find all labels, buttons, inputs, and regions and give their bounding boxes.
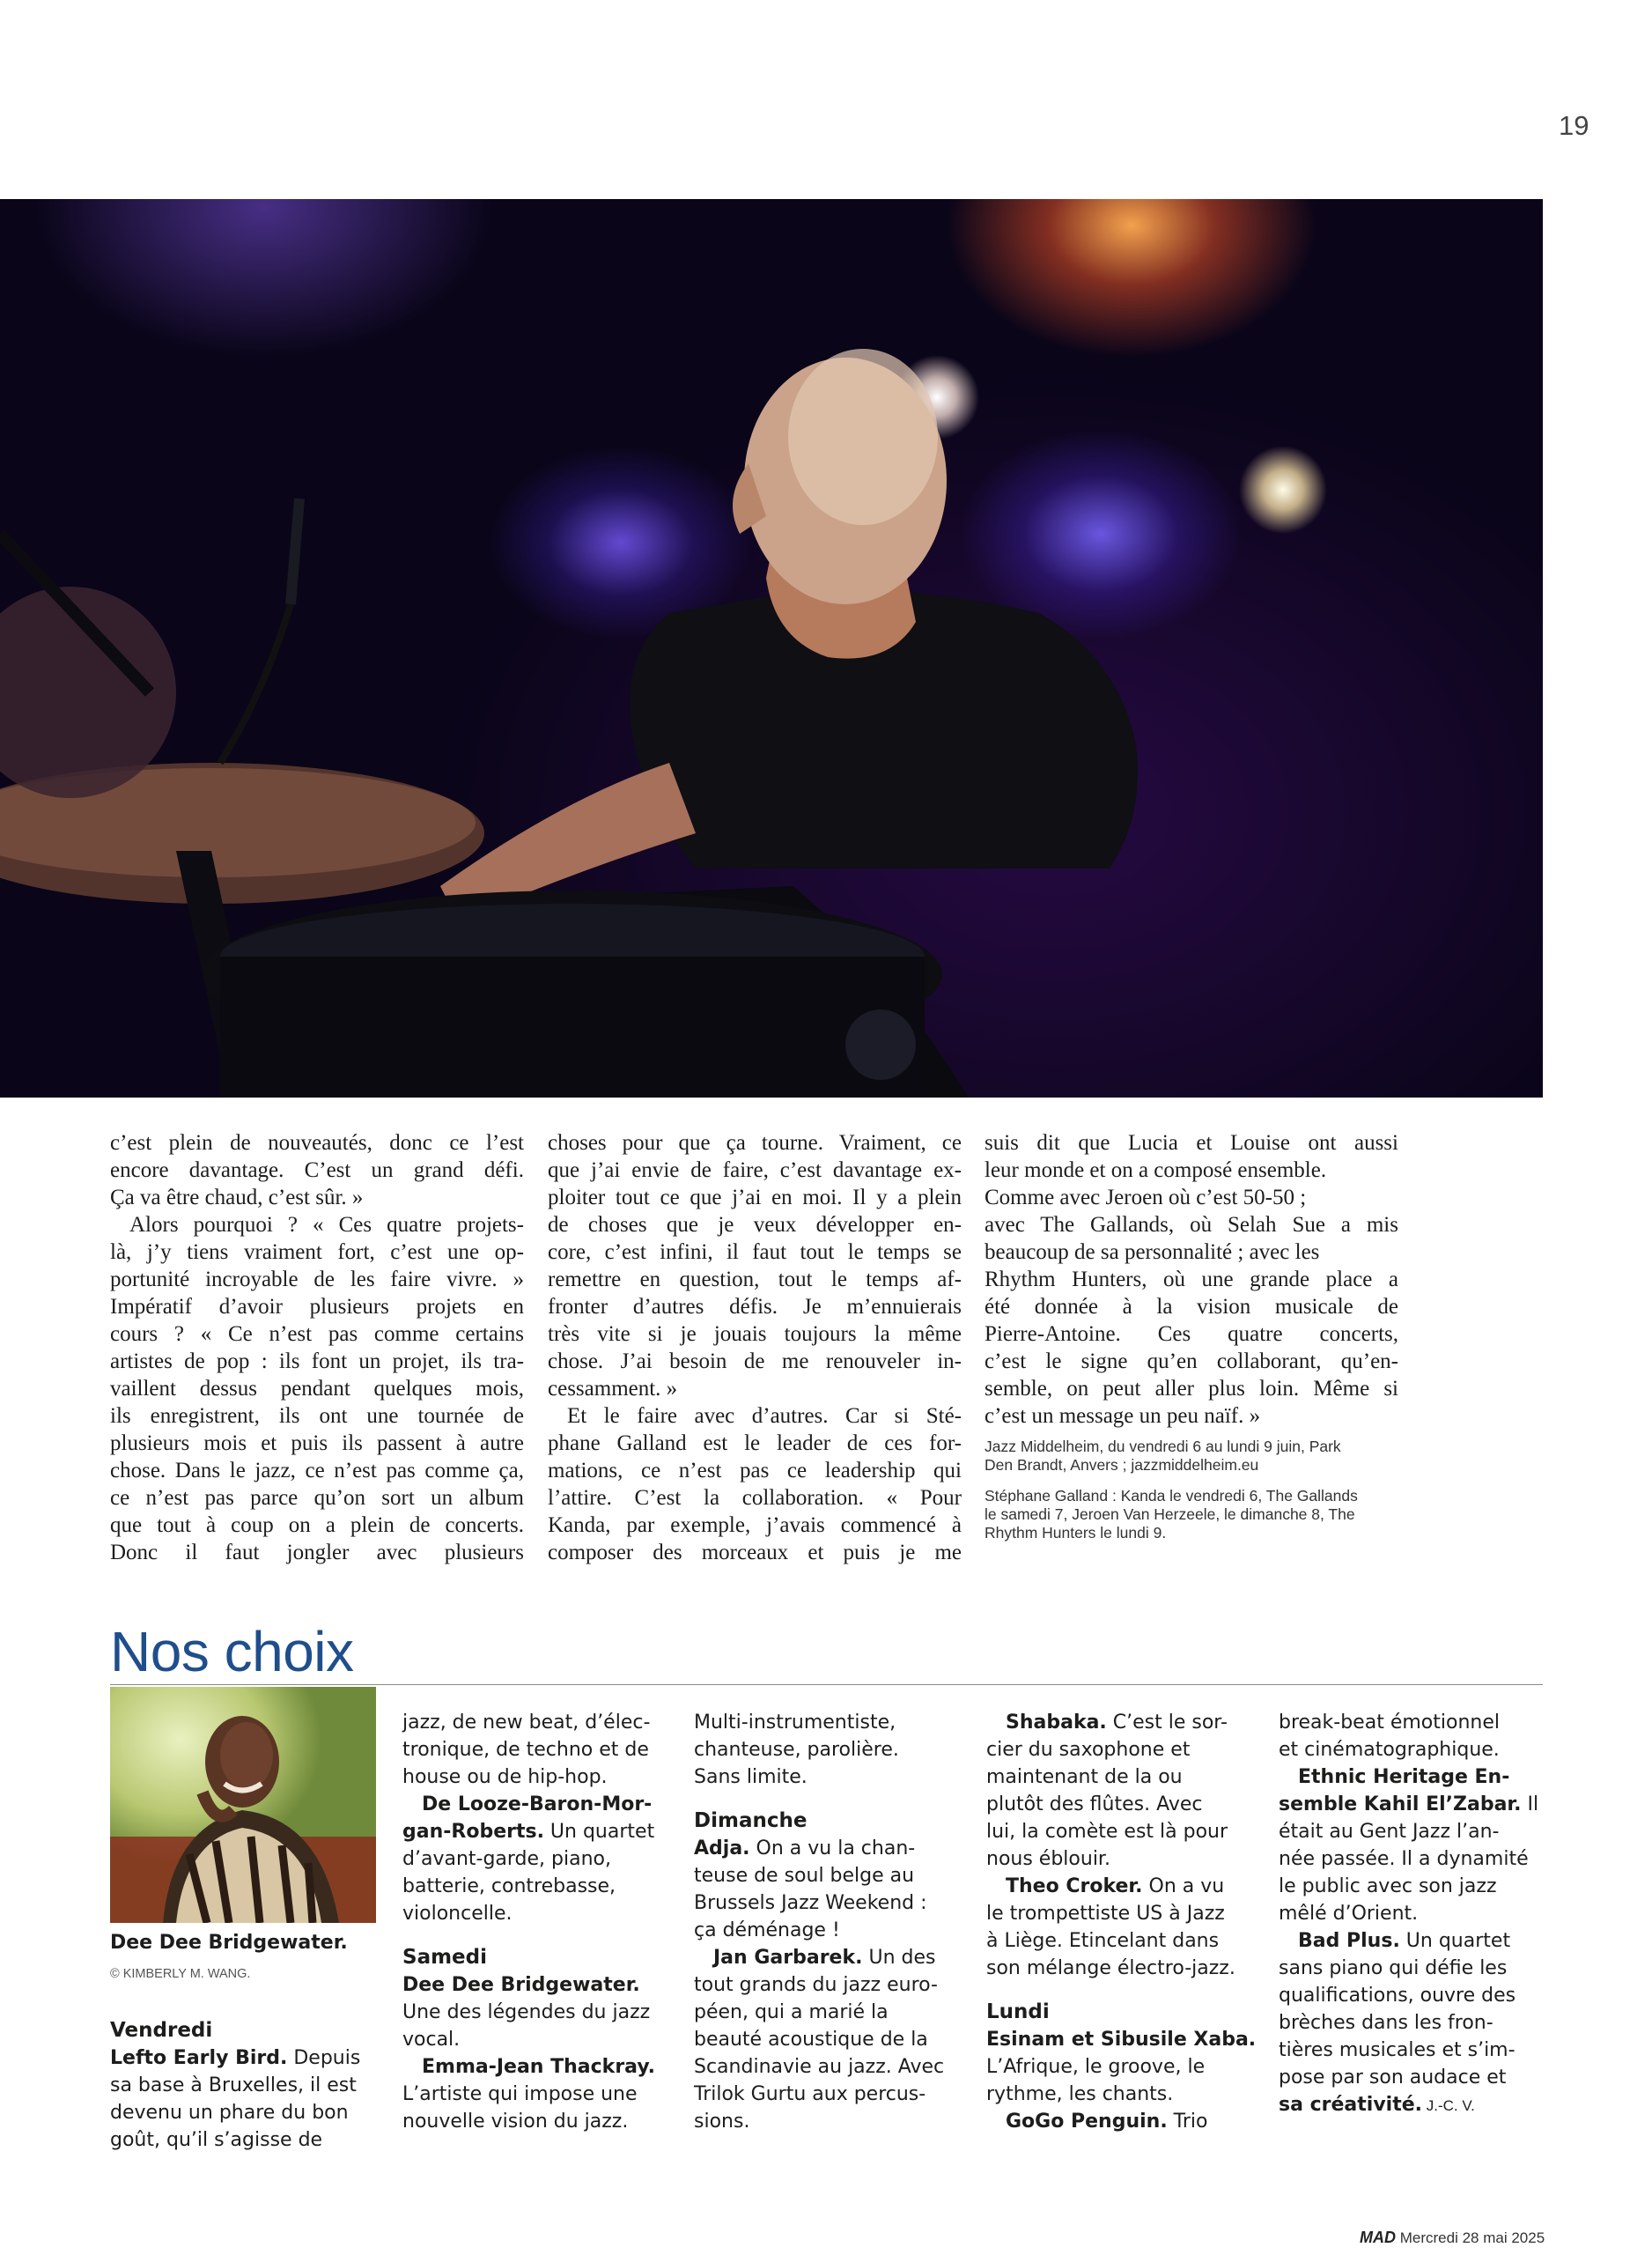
article-line: choses pour que ça tourne. Vraiment, ce xyxy=(548,1131,962,1155)
pick-line: nouvelle vision du jazz. xyxy=(402,2111,629,2133)
article-line: Alors pourquoi ? « Ces quatre projets- xyxy=(129,1213,524,1237)
article-line: que tout à coup on a plein de concerts. xyxy=(110,1513,524,1537)
article-line: beaucoup de sa personnalité ; avec les xyxy=(985,1240,1320,1264)
article-line: Impératif d’avoir plusieurs projets en xyxy=(110,1295,524,1319)
info-line: Den Brandt, Anvers ; jazzmiddelheim.eu xyxy=(985,1456,1259,1474)
pick-name: Jan Garbarek. xyxy=(713,1947,863,1969)
stage-illustration xyxy=(0,199,1543,1098)
picks-column-4 xyxy=(986,1709,1255,2135)
article-line: Kanda, par exemple, j’avais commencé à xyxy=(548,1513,962,1537)
publication-logo: MAD xyxy=(1360,2229,1396,2246)
article-line: encore davantage. C’est un grand défi. xyxy=(110,1158,524,1182)
article-line: core, c’est infini, il faut tout le temps se xyxy=(548,1240,962,1264)
article-line: suis dit que Lucia et Louise ont aussi xyxy=(985,1131,1398,1155)
day-heading-vendredi: Vendredi xyxy=(110,2019,213,2042)
pick-line: ça déménage ! xyxy=(694,1919,840,1941)
pick-text: Il xyxy=(1521,1793,1539,1815)
article-line: semble, on peut aller plus loin. Même si xyxy=(985,1377,1398,1401)
info-line: Rhythm Hunters le lundi 9. xyxy=(985,1524,1167,1542)
concert-info xyxy=(985,1487,1398,1542)
day-heading-dimanche: Dimanche xyxy=(694,1809,808,1832)
article-column-3 xyxy=(985,1129,1398,1542)
pick-line xyxy=(986,1709,1255,1736)
article-line: là, j’y tiens vraiment fort, c’est une op- xyxy=(110,1240,524,1264)
pick-text: C’est le sor- xyxy=(1106,1712,1228,1734)
pick-line xyxy=(110,2044,379,2072)
article-line: composer des morceaux et puis je me xyxy=(548,1541,962,1564)
pick-line: L’Afrique, le groove, le xyxy=(986,2056,1206,2078)
article-line: c’est plein de nouveautés, donc ce l’est xyxy=(110,1131,524,1155)
pick-line xyxy=(402,1818,671,1845)
event-info xyxy=(985,1438,1398,1475)
pick-name: Esinam et Sibusile Xaba. xyxy=(986,2029,1257,2051)
info-line: Jazz Middelheim, du vendredi 6 au lundi 9 juin, Park xyxy=(985,1438,1341,1455)
pick-line xyxy=(694,1835,962,1862)
pick-line: était au Gent Jazz l’an- xyxy=(1279,1821,1500,1843)
pick-text: sa créativité. xyxy=(1279,2094,1422,2116)
pick-line: vocal. xyxy=(402,2029,461,2051)
article-line: cessamment. » xyxy=(548,1377,678,1401)
pick-line: Multi-instrumentiste, xyxy=(694,1712,896,1734)
pick-line: péen, qui a marié la xyxy=(694,2001,889,2023)
article-line: mations, ce n’est pas ce leadership qui xyxy=(548,1459,962,1482)
page-number: 19 xyxy=(1559,110,1589,141)
pick-line: sa base à Bruxelles, il est xyxy=(110,2074,357,2096)
pick-line: le public avec son jazz xyxy=(1279,1875,1497,1897)
article-line: Comme avec Jeroen où c’est 50-50 ; xyxy=(985,1186,1307,1209)
pick-name: Bad Plus. xyxy=(1298,1930,1400,1952)
pick-line: tières musicales et s’im- xyxy=(1279,2039,1516,2061)
picks-column-2 xyxy=(402,1709,671,2135)
portrait-illustration xyxy=(110,1687,376,1923)
pick-name: gan-Roberts. xyxy=(402,1821,544,1843)
info-line: le samedi 7, Jeroen Van Herzeele, le dimanche 8, The xyxy=(985,1505,1355,1523)
pick-text: Trio xyxy=(1167,2111,1208,2133)
article-line: vaillent dessus pendant quelques mois, xyxy=(110,1377,524,1401)
pick-line xyxy=(986,2108,1255,2135)
pick-line: house ou de hip-hop. xyxy=(402,1766,608,1788)
pick-line: lui, la comète est là pour xyxy=(986,1821,1228,1843)
pick-line: mêlé d’Orient. xyxy=(1279,1903,1419,1925)
pick-line: cier du saxophone et xyxy=(986,1739,1191,1761)
article-line: portunité incroyable de les faire vivre. » xyxy=(110,1268,524,1291)
pick-line: devenu un phare du bon xyxy=(110,2102,349,2124)
article-line: plusieurs mois et puis ils passent à autre xyxy=(110,1431,524,1455)
pick-line: tronique, de techno et de xyxy=(402,1739,649,1761)
article-line: avec The Gallands, où Selah Sue a mis xyxy=(985,1213,1398,1237)
article-line: de choses que je veux développer en- xyxy=(548,1213,962,1237)
pick-line: batterie, contrebasse, xyxy=(402,1875,616,1897)
pick-name: Dee Dee Bridgewater. xyxy=(402,1974,640,1996)
article-line: c’est un message un peu naïf. » xyxy=(985,1404,1261,1428)
day-heading-lundi: Lundi xyxy=(986,2000,1050,2023)
article-line: été donnée à la vision musicale de xyxy=(985,1295,1398,1319)
pick-line: son mélange électro-jazz. xyxy=(986,1957,1235,1979)
pick-name: Adja. xyxy=(694,1837,750,1859)
page-footer xyxy=(1360,2229,1545,2247)
article-line: artistes de pop : ils font un projet, ils tra- xyxy=(110,1349,524,1373)
pick-line: Trilok Gurtu aux percus- xyxy=(694,2083,926,2105)
info-line: Stéphane Galland : Kanda le vendredi 6, The Gallands xyxy=(985,1487,1358,1505)
portrait-caption: Dee Dee Bridgewater. xyxy=(110,1932,348,1954)
pick-line xyxy=(1279,2091,1547,2119)
pick-name: GoGo Penguin. xyxy=(1006,2111,1168,2133)
portrait-credit: © KIMBERLY M. WANG. xyxy=(110,1967,251,1981)
picks-column-1 xyxy=(110,2017,379,2154)
pick-line: qualifications, ouvre des xyxy=(1279,1985,1516,2007)
pick-name: Lefto Early Bird. xyxy=(110,2047,288,2069)
article-line: remettre en question, tout le temps af- xyxy=(548,1268,962,1291)
article-line: Ça va être chaud, c’est sûr. » xyxy=(110,1186,364,1209)
author-signature: J.-C. V. xyxy=(1422,2097,1475,2114)
pick-line: née passée. Il a dynamité xyxy=(1279,1848,1529,1870)
article-line: très vite si je jouais toujours la même xyxy=(548,1322,962,1346)
article-line: leur monde et on a composé ensemble. xyxy=(985,1158,1327,1182)
pick-line: jazz, de new beat, d’élec- xyxy=(402,1712,651,1734)
picks-column-3 xyxy=(694,1709,962,2135)
pick-line: chanteuse, parolière. xyxy=(694,1739,899,1761)
pick-line xyxy=(1279,1791,1547,1818)
picks-column-5 xyxy=(1279,1709,1547,2119)
pick-line xyxy=(1279,1927,1547,1955)
pick-line: nous éblouir. xyxy=(986,1848,1110,1870)
pick-line: plutôt des flûtes. Avec xyxy=(986,1793,1203,1815)
article-line: chose. J’ai besoin de me renouveler in- xyxy=(548,1349,962,1373)
pick-line xyxy=(694,1944,962,1971)
pick-line: rythme, les chants. xyxy=(986,2083,1174,2105)
pick-name: semble Kahil El’Zabar. xyxy=(1279,1793,1522,1815)
article-column-1 xyxy=(110,1129,524,1566)
pick-name: De Looze-Baron-Mor- xyxy=(422,1793,653,1815)
pick-text: Un quartet xyxy=(543,1821,655,1843)
pick-text: Un des xyxy=(862,1947,936,1969)
pick-line xyxy=(986,1873,1255,1900)
article-column-2 xyxy=(548,1129,962,1566)
pick-line: d’avant-garde, piano, xyxy=(402,1848,611,1870)
pick-name: Shabaka. xyxy=(1006,1712,1107,1734)
pick-name: Emma-Jean Thackray. xyxy=(422,2056,656,2078)
pick-line: L’artiste qui impose une xyxy=(402,2083,638,2105)
article-line: Et le faire avec d’autres. Car si Sté- xyxy=(567,1404,962,1428)
pick-line: Brussels Jazz Weekend : xyxy=(694,1892,927,1914)
article-line: l’attire. C’est la collaboration. « Pour xyxy=(548,1486,962,1510)
hero-photo xyxy=(0,199,1543,1098)
pick-line: et cinématographique. xyxy=(1279,1739,1500,1761)
pick-line: Sans limite. xyxy=(694,1766,808,1788)
article-line: que j’ai envie de faire, c’est davantage ex- xyxy=(548,1158,962,1182)
section-divider xyxy=(110,1684,1543,1685)
pick-text: Un quartet xyxy=(1399,1930,1511,1952)
pick-line: beauté acoustique de la xyxy=(694,2029,928,2051)
pick-line: le trompettiste US à Jazz xyxy=(986,1903,1225,1925)
pick-line: sions. xyxy=(694,2111,750,2133)
pick-name: Ethnic Heritage En- xyxy=(1298,1766,1510,1788)
day-heading-samedi: Samedi xyxy=(402,1946,487,1969)
article-line: chose. Dans le jazz, ce n’est pas comme ça, xyxy=(110,1459,524,1482)
article-line: c’est le signe qu’en collaborant, qu’en- xyxy=(985,1349,1398,1373)
article-line: Rhythm Hunters, où une grande place a xyxy=(985,1268,1398,1291)
pick-line: Une des légendes du jazz xyxy=(402,2001,651,2023)
pick-line: teuse de soul belge au xyxy=(694,1865,915,1887)
pick-line: pose par son audace et xyxy=(1279,2066,1507,2089)
article-line: ce n’est pas parce qu’on sort un album xyxy=(110,1486,524,1510)
pick-text: Depuis xyxy=(287,2047,361,2069)
pick-line: sans piano qui défie les xyxy=(1279,1957,1508,1979)
article-line: ils enregistrent, ils ont une tournée de xyxy=(110,1404,524,1428)
pick-line: tout grands du jazz euro- xyxy=(694,1974,938,1996)
pick-line: Scandinavie au jazz. Avec xyxy=(694,2056,945,2078)
pick-line: goût, qu’il s’agisse de xyxy=(110,2129,323,2151)
article-line: Donc il faut jongler avec plusieurs xyxy=(110,1541,524,1564)
pick-line: maintenant de la ou xyxy=(986,1766,1183,1788)
article-line: cours ? « Ce n’est pas comme certains xyxy=(110,1322,524,1346)
section-title: Nos choix xyxy=(110,1620,354,1683)
pick-line: brèches dans les fron- xyxy=(1279,2012,1493,2034)
publication-date: Mercredi 28 mai 2025 xyxy=(1399,2229,1545,2246)
pick-name: Theo Croker. xyxy=(1006,1875,1143,1897)
pick-line: à Liège. Etincelant dans xyxy=(986,1930,1220,1952)
pick-line: violoncelle. xyxy=(402,1903,513,1925)
portrait-photo xyxy=(110,1687,376,1923)
pick-line: break-beat émotionnel xyxy=(1279,1712,1500,1734)
article-line: Pierre-Antoine. Ces quatre concerts, xyxy=(985,1322,1398,1346)
pick-text: On a vu la chan- xyxy=(749,1837,916,1859)
pick-text: On a vu xyxy=(1142,1875,1225,1897)
article-line: ploiter tout ce que j’ai en moi. Il y a plein xyxy=(548,1186,962,1209)
article-line: fronter d’autres défis. Je m’ennuierais xyxy=(548,1295,962,1319)
article-line: phane Galland est le leader de ces for- xyxy=(548,1431,962,1455)
